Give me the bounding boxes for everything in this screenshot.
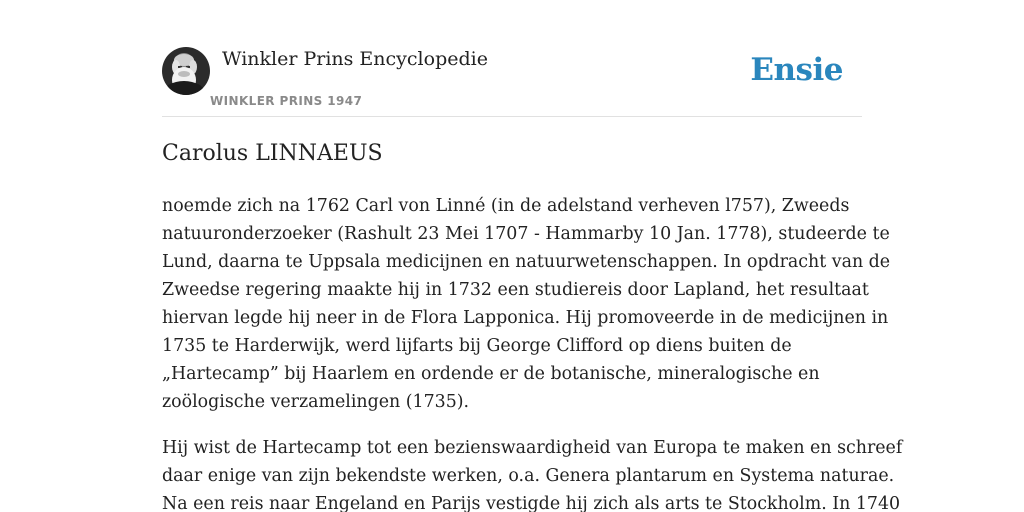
avatar[interactable] (162, 47, 210, 95)
paragraph-line: natuuronderzoeker (Rashult 23 Mei 1707 - Hammarby 10 Jan. 1778), studeerde te (162, 224, 890, 244)
source-header (162, 47, 862, 117)
paragraph-line: Hij wist de Hartecamp tot een bezienswaardigheid van Europa te maken en schreef (162, 438, 903, 458)
article-paragraph (162, 192, 891, 416)
paragraph-line: zoölogische verzamelingen (1735). (162, 392, 470, 412)
article-title: Carolus LINNAEUS (162, 141, 383, 166)
paragraph-line: noemde zich na 1762 Carl von Linné (in de adelstand verheven l757), Zweeds (162, 196, 850, 216)
paragraph-line: hiervan legde hij neer in de Flora Lapponica. Hij promoveerde in de medicijnen in (162, 308, 889, 328)
paragraph-line: Na een reis naar Engeland en Parijs vestigde hij zich als arts te Stockholm. In 1740 (162, 494, 901, 512)
paragraph-line: Zweedse regering maakte hij in 1732 een studiereis door Lapland, het resultaat (162, 280, 869, 300)
article-paragraph (162, 434, 903, 512)
paragraph-line: 1735 te Harderwijk, werd lijfarts bij George Clifford op diens buiten de (162, 336, 792, 356)
brand-logo-link[interactable]: Ensie (750, 52, 843, 88)
portrait-avatar-icon (162, 47, 210, 95)
paragraph-line: daar enige van zijn bekendste werken, o.a. Genera plantarum en Systema naturae. (162, 466, 895, 486)
source-edition[interactable]: WINKLER PRINS 1947 (210, 94, 363, 108)
article (162, 138, 903, 512)
source-title[interactable]: Winkler Prins Encyclopedie (222, 48, 488, 70)
paragraph-line: „Hartecamp” bij Haarlem en ordende er de botanische, mineralogische en (162, 364, 820, 384)
paragraph-line: Lund, daarna te Uppsala medicijnen en natuurwetenschappen. In opdracht van de (162, 252, 891, 272)
